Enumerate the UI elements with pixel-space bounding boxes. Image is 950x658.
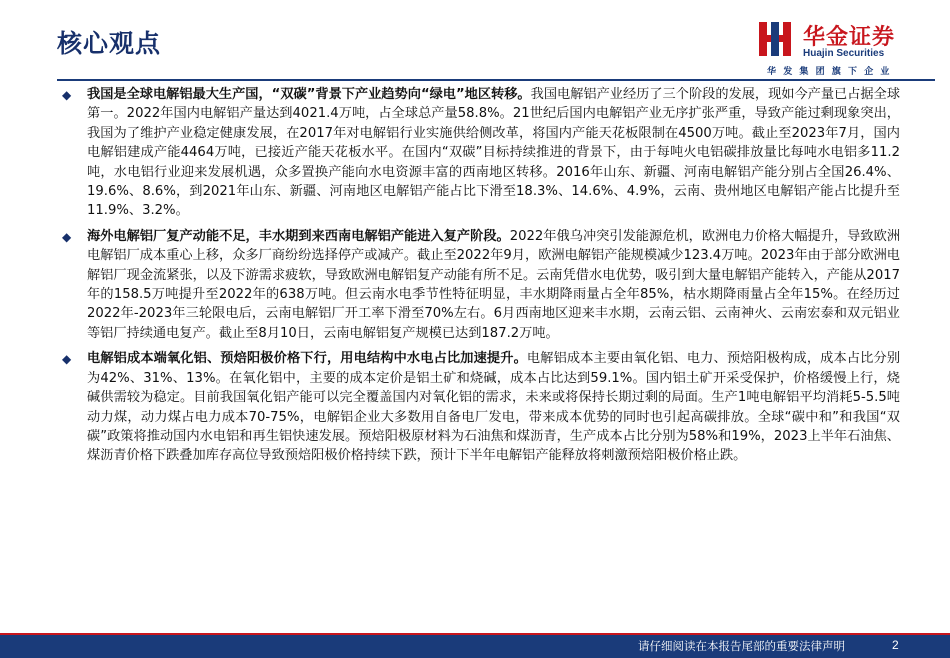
logo-slogan: 华发集团旗下企业 [767, 67, 897, 77]
logo-en: Huajin Securities [803, 48, 885, 59]
diamond-bullet-icon: ◆ [62, 229, 72, 244]
header-divider [57, 79, 935, 81]
bullet-section [60, 85, 900, 221]
page-number: 2 [892, 638, 899, 652]
logo [757, 16, 937, 78]
logo-cn: 华金证券 [803, 25, 896, 50]
diamond-bullet-icon: ◆ [62, 88, 72, 102]
section-lead: 电解铝成本端氧化铝、预焙阳极价格下行，用电结构中水电占比加速提升。 [87, 351, 527, 367]
page-title: 核心观点 [57, 29, 162, 58]
section-lead: 海外电解铝厂复产动能不足，丰水期到来西南电解铝产能进入复产阶段。 [87, 228, 510, 244]
section-body: 电解铝成本主要由氧化铝、电力、预焙阳极构成，成本占比分别为42%、31%、13%。在氧化铝中，主要的成本定价是铝土矿和烧碱，成本占比达到59.1%。国内铝土矿开采受保护，价格缓慢上行，烧碱供需较为稳定。目前我国氧化铝产能可以完全覆盖国内对氧化铝的需求，未来或将保持长期过剩的局面。生产1吨电解铝平均消耗5-5.5吨动力煤，动力煤占电力成本70-75%，电解铝企业大多数用自备电厂发电，带来成本优势的同时也引起高碳排放。全球“碳中和”和我国“双碳”政策将推动国内水电铝和再生铝快速发展。预焙阳极原材料为石油焦和煤沥青，生产成本占比分别为58%和19%，2023上半年石油焦、煤沥青价格下跌叠加库存高位导致预焙阳极价格持续下跌，预计下半年电解铝产能释放将刺激预焙阳极价格止跌。 [87, 351, 901, 464]
section-lead: 我国是全球电解铝最大生产国，“双碳”背景下产业趋势向“绿电”地区转移。 [87, 87, 531, 102]
section-body: 我国电解铝产业经历了三个阶段的发展，现如今产量已占据全球第一。2022年国内电解铝产量达到4021.4万吨，占全球总产量58.8%。21世纪后国内电解铝产业无序扩张严重，导致产能过剩现象突出，我国为了维护产业稳定健康发展，在2017年对电解铝行业实施供给侧改革，将国内产能天花板限制在4500万吨。截止至2023年7月，国内电解铝建成产能4464万吨，已接近产能天花板水平。在国内“双碳”目标持续推进的背景下，由于每吨火电铝碳排放量比每吨水电铝多11.2吨，水电铝行业迎来发展机遇，众多置换产能向水电资源丰富的西南地区转移。2016年山东、新疆、河南电解铝产能分别占全国26.4%、19.6%、8.6%，到2021年山东、新疆、河南地区电解铝产能占比下滑至18.3%、14.6%、4.9%，云南、贵州地区电解铝产能占比提升至11.9%、3.2%。 [87, 87, 901, 219]
huajin-logo-mark-icon [757, 18, 797, 60]
footer-bar [0, 633, 950, 658]
diamond-bullet-icon: ◆ [62, 352, 72, 367]
section-paragraph [87, 227, 900, 343]
bullet-section [60, 349, 900, 465]
section-body: 2022年俄乌冲突引发能源危机，欧洲电力价格大幅提升，导致欧洲电解铝厂成本重心上移，众多厂商纷纷选择停产或减产。截止至2022年9月，欧洲电解铝产能规模减少123.4万吨。2023年由于部分欧洲电解铝厂现金流紧张，以及下游需求疲软，导致欧洲电解铝复产动能有所不足。云南凭借水电优势，吸引到大量电解铝产能转入，产能从2017年的158.5万吨提升至2022年的638万吨。但云南水电季节性特征明显，丰水期降雨量占全年85%，枯水期降雨量占全年15%。在经历过2022年-2023年三轮限电后，云南电解铝厂开工率下滑至70%左右。6月西南地区迎来丰水期，云南云铝、云南神火、云南宏泰和双元铝业等铝厂持续通电复产。截止至8月10日，云南电解铝复产规模已达到187.2万吨。 [87, 228, 901, 341]
legal-note: 请仔细阅读在本报告尾部的重要法律声明 [638, 639, 845, 653]
bullet-section [60, 227, 900, 343]
content [60, 85, 900, 472]
section-paragraph [87, 85, 900, 221]
section-paragraph [87, 349, 900, 465]
